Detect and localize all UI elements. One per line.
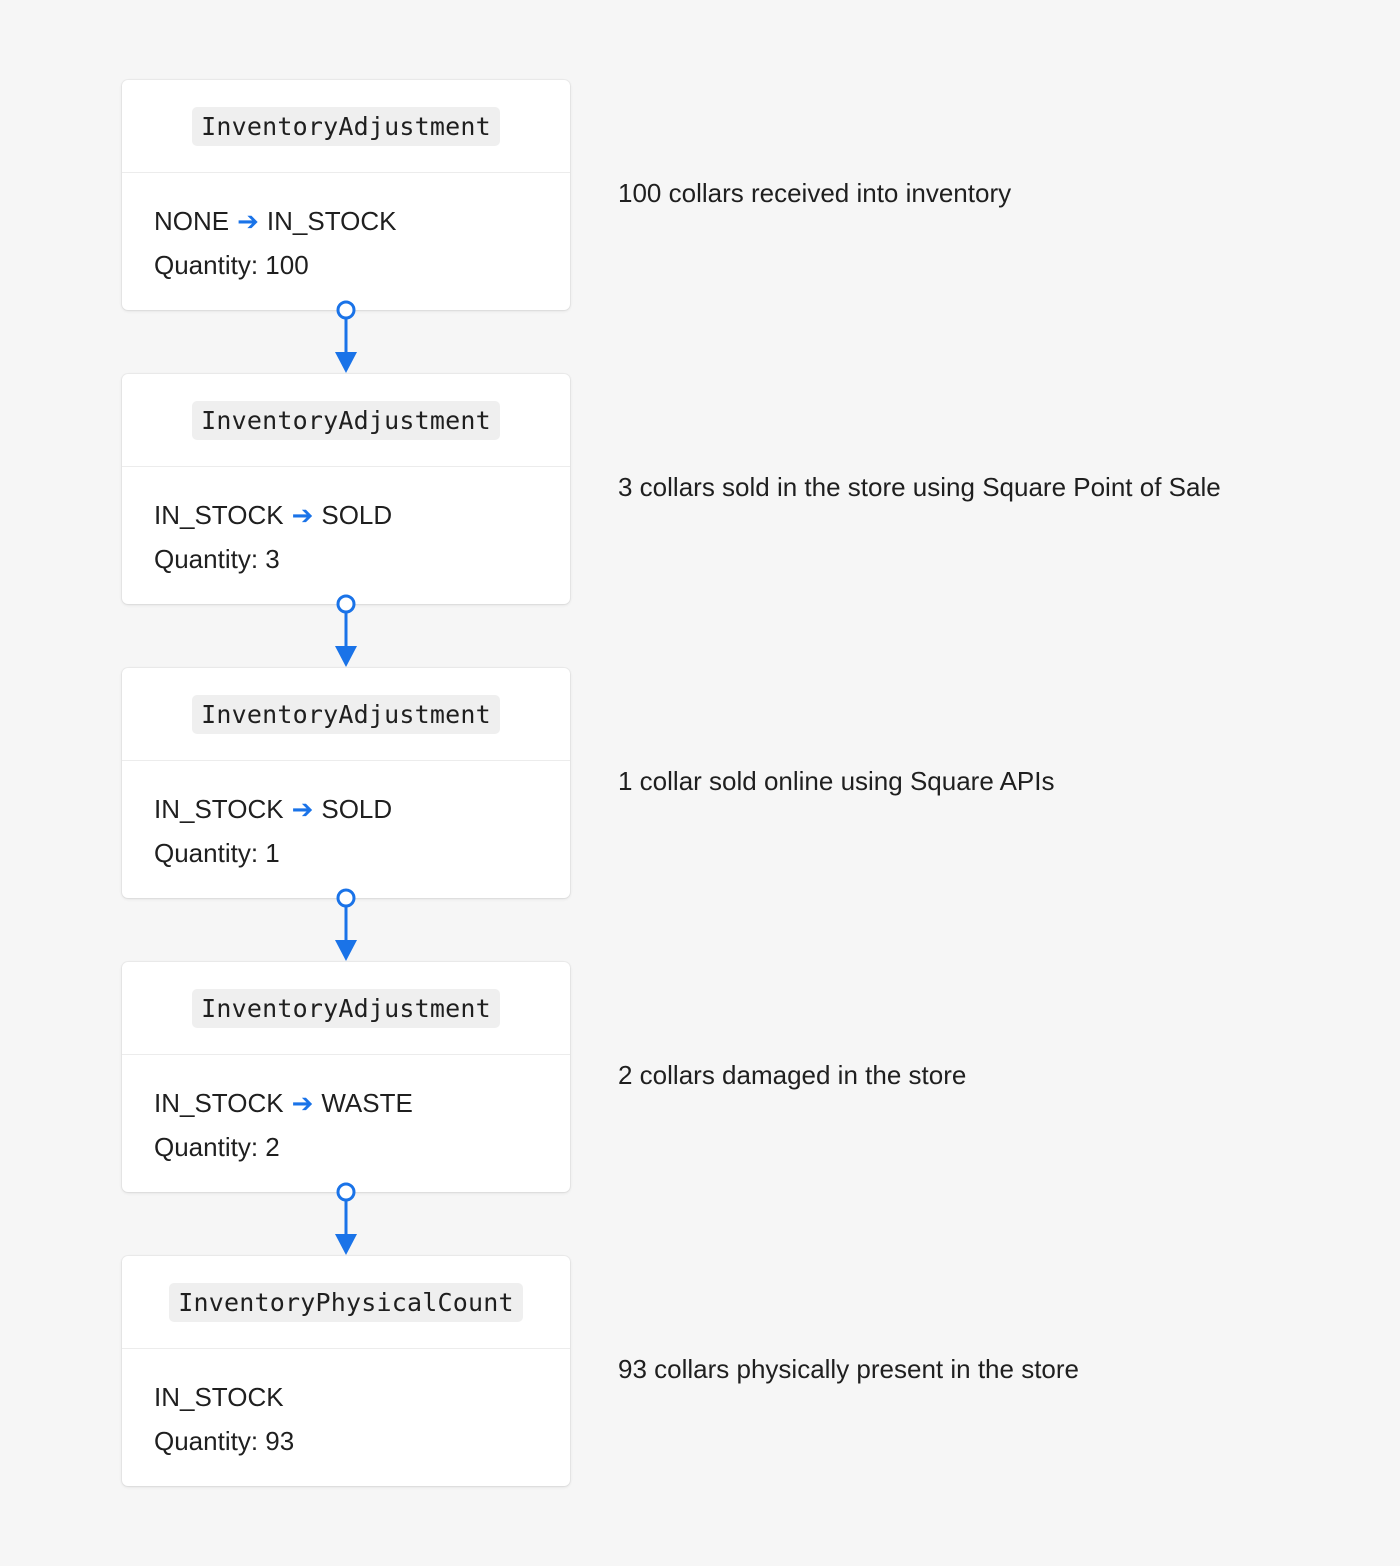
card-header	[122, 374, 570, 467]
inventory-card	[122, 80, 570, 310]
inventory-card	[122, 668, 570, 898]
card-header	[122, 668, 570, 761]
record-type-label: InventoryAdjustment	[192, 401, 500, 440]
flow-connector-arrow	[334, 888, 358, 954]
step-description: 3 collars sold in the store using Square Point of Sale	[618, 472, 1221, 502]
to-state: WASTE	[321, 1088, 413, 1118]
flow-connector-arrow	[334, 300, 358, 366]
card-header	[122, 962, 570, 1055]
card-body	[122, 173, 570, 287]
stock-state	[154, 1375, 538, 1419]
card-header	[122, 80, 570, 173]
card-body	[122, 761, 570, 875]
flow-connector-arrow	[334, 1182, 358, 1248]
step-description: 2 collars damaged in the store	[618, 1060, 967, 1090]
from-state: NONE	[154, 206, 230, 236]
state-transition	[154, 199, 538, 243]
step-description: 93 collars physically present in the store	[618, 1354, 1080, 1384]
state-label: IN_STOCK	[154, 1382, 284, 1412]
record-type-label: InventoryAdjustment	[192, 695, 500, 734]
quantity-label: Quantity: 2	[154, 1132, 280, 1162]
record-type-label: InventoryAdjustment	[192, 107, 500, 146]
record-type-label: InventoryAdjustment	[192, 989, 500, 1028]
right-arrow-icon: ➔	[237, 206, 259, 236]
card-header	[122, 1256, 570, 1349]
to-state: SOLD	[321, 500, 393, 530]
inventory-card	[122, 1256, 570, 1486]
right-arrow-icon: ➔	[291, 1088, 314, 1118]
state-transition	[154, 493, 538, 537]
step-description: 100 collars received into inventory	[618, 178, 1012, 208]
quantity-label: Quantity: 100	[154, 250, 309, 280]
card-body	[122, 1055, 570, 1169]
from-state: IN_STOCK	[154, 500, 284, 530]
flow-connector-arrow	[334, 594, 358, 660]
quantity-label: Quantity: 3	[154, 544, 280, 574]
state-transition	[154, 787, 538, 831]
right-arrow-icon: ➔	[291, 794, 314, 824]
card-body	[122, 1349, 570, 1463]
right-arrow-icon: ➔	[291, 500, 314, 530]
inventory-card	[122, 962, 570, 1192]
step-description: 1 collar sold online using Square APIs	[618, 766, 1055, 796]
record-type-label: InventoryPhysicalCount	[169, 1283, 523, 1322]
quantity-label: Quantity: 1	[154, 838, 280, 868]
to-state: IN_STOCK	[266, 206, 397, 236]
from-state: IN_STOCK	[154, 1088, 284, 1118]
state-transition	[154, 1081, 538, 1125]
card-body	[122, 467, 570, 581]
from-state: IN_STOCK	[154, 794, 284, 824]
quantity-label: Quantity: 93	[154, 1426, 295, 1456]
inventory-card	[122, 374, 570, 604]
to-state: SOLD	[321, 794, 393, 824]
